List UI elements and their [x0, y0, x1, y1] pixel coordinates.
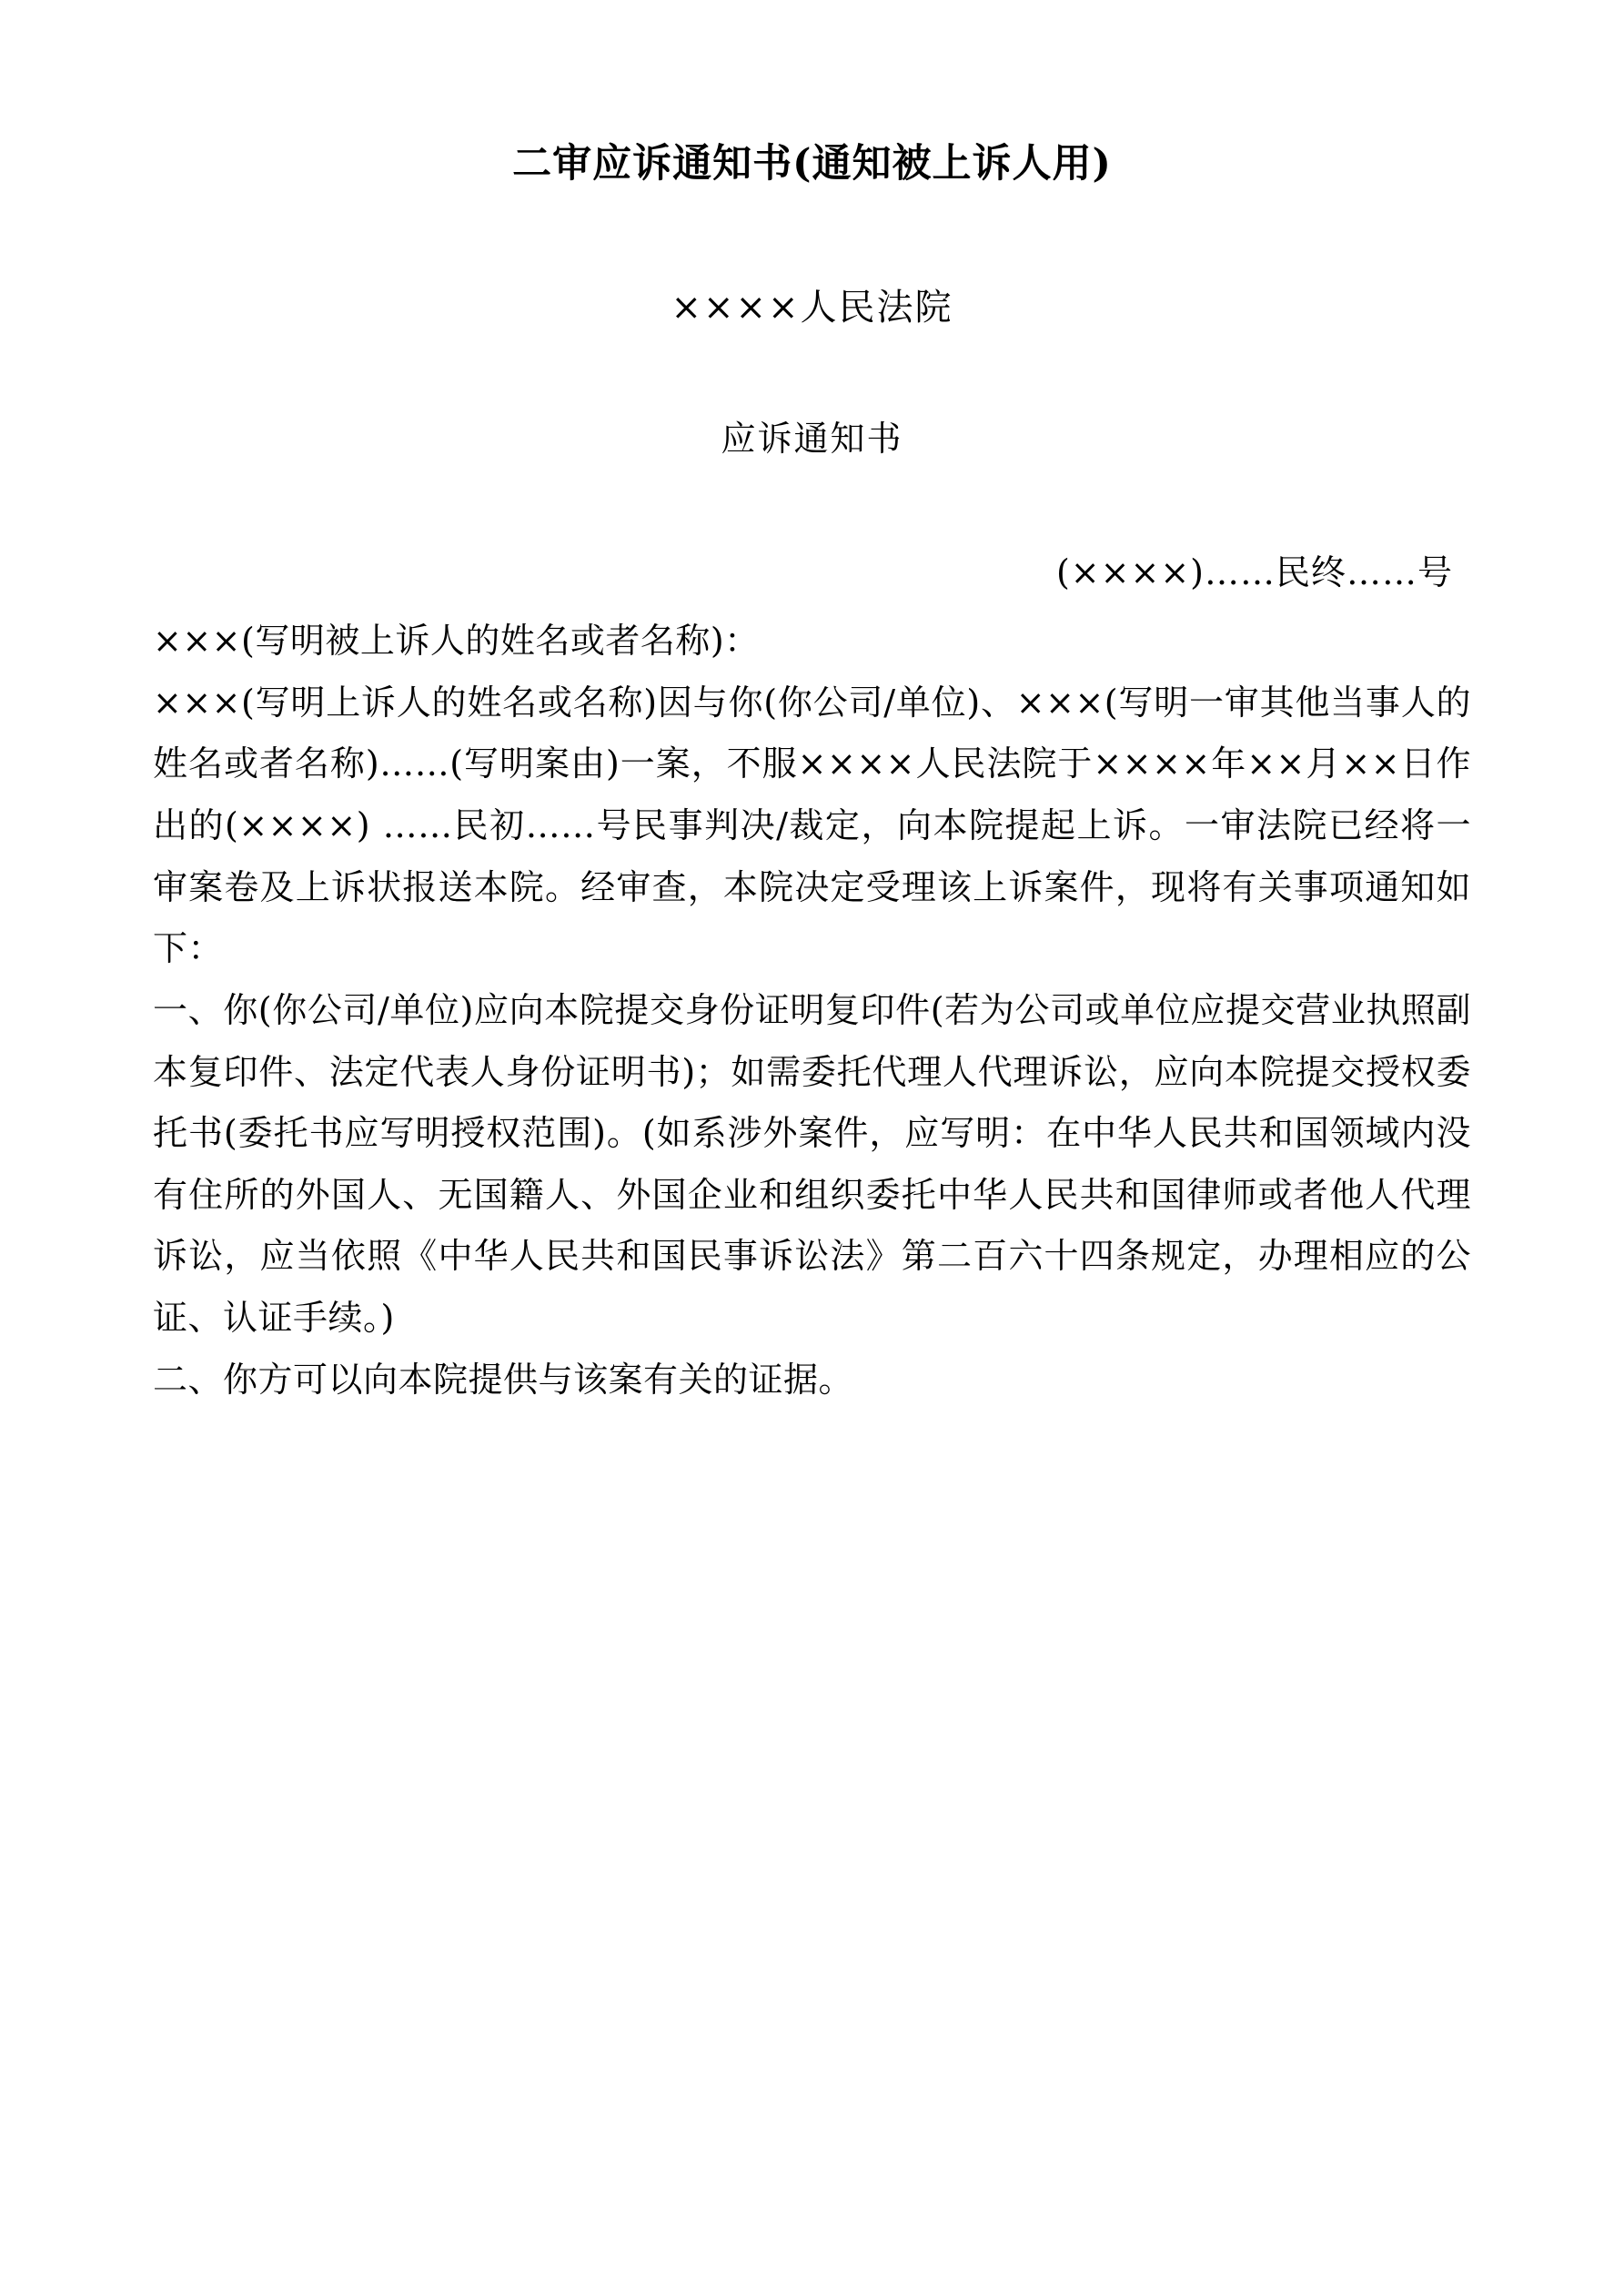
- case-summary-paragraph: ×××(写明上诉人的姓名或名称)因与你(你公司/单位)、×××(写明一审其他当事人的姓名或者名称)……(写明案由)一案，不服××××人民法院于××××年××月××日作出的(××××) ……民初……号民事判决/裁定，向本院提起上诉。一审法院已经将一审案卷及上诉状报送本院。经审查，本院决定受理该上诉案件，现将有关事项通知如下：: [153, 682, 1471, 969]
- notice-heading: 应诉通知书: [721, 419, 903, 460]
- notice-item-one: 一、你(你公司/单位)应向本院提交身份证明复印件(若为公司或单位应提交营业执照副本复印件、法定代表人身份证明书)；如需委托代理人代理诉讼，应向本院提交授权委托书(委托书应写明授权范围)。(如系涉外案件，应写明：在中华人民共和国领域内没有住所的外国人、无国籍人、外国企业和组织委托中华人民共和国律师或者他人代理诉讼，应当依照《中华人民共和国民事诉讼法》第二百六十四条规定，办理相应的公证、认证手续。): [153, 989, 1471, 1339]
- notice-item-two: 二、你方可以向本院提供与该案有关的证据。: [153, 1359, 854, 1400]
- addressee-line: ×××(写明被上诉人的姓名或者名称)：: [153, 621, 760, 662]
- case-number: (××××)……民终……号: [1055, 552, 1453, 593]
- court-name: ××××人民法院: [671, 287, 953, 329]
- page-title: 二审应诉通知书(通知被上诉人用): [512, 141, 1112, 187]
